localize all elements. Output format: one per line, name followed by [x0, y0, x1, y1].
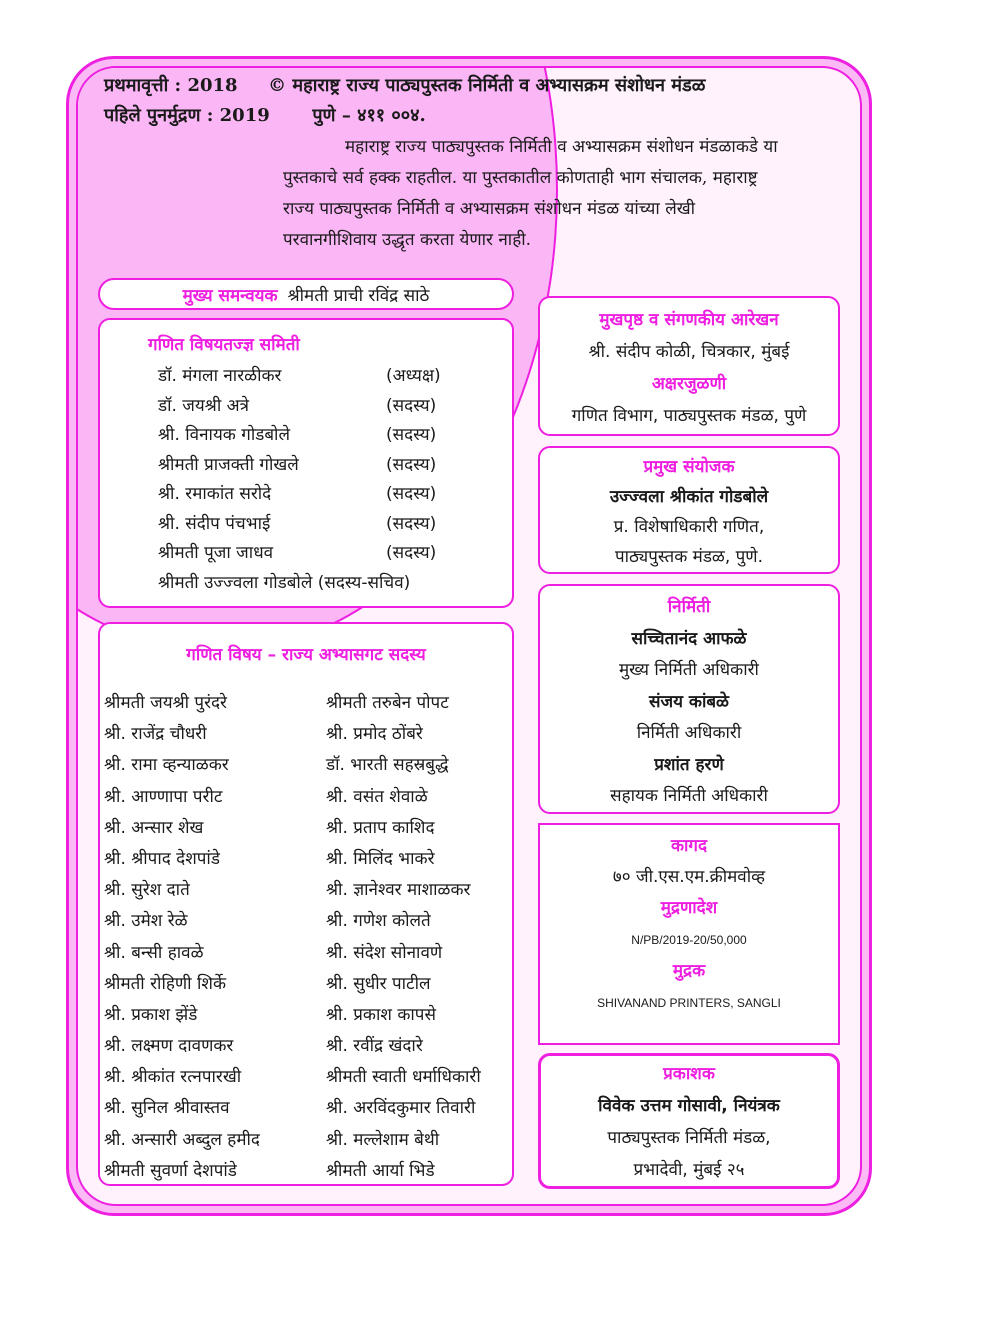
study-group-member: श्री. अरविंदकुमार तिवारी	[326, 1098, 476, 1119]
rights-line: राज्य पाठ्यपुस्तक निर्मिती व अभ्यासक्रम संशोधन मंडळ यांच्या लेखी	[283, 199, 696, 219]
study-group-member: श्री. मल्लेशाम बेथी	[326, 1129, 440, 1150]
rights-statement	[283, 132, 853, 256]
paper-print-box	[538, 823, 840, 1045]
edition-label: प्रथमावृत्ती : 2018	[104, 75, 238, 96]
study-group-right-column	[326, 688, 481, 1187]
production-person-role: सहायक निर्मिती अधिकारी	[610, 786, 768, 806]
production-title: निर्मिती	[667, 597, 711, 617]
chief-convener-office: पाठ्यपुस्तक मंडळ, पुणे.	[614, 547, 763, 567]
expert-committee-title: गणित विषयतज्ज्ञ समिती	[148, 335, 300, 355]
study-group-member: श्री. सुरेश दाते	[104, 880, 190, 901]
committee-member: श्री. रमाकांत सरोदे (सदस्य)	[158, 484, 437, 504]
study-group-member: श्रीमती स्वाती धर्माधिकारी	[326, 1067, 481, 1088]
print-order-value: N/PB/2019-20/50,000	[631, 933, 747, 947]
rights-line: पुस्तकाचे सर्व हक्क राहतील. या पुस्तकातील कोणताही भाग संचालक, महाराष्ट्र	[283, 168, 758, 188]
study-group-member: श्री. बन्सी हावळे	[104, 942, 204, 963]
production-box	[538, 584, 840, 814]
committee-member: श्रीमती उज्ज्वला गोडबोले (सदस्य-सचिव)	[158, 572, 411, 593]
address: पुणे – ४११ ००४.	[312, 105, 426, 126]
study-group-left-column	[104, 688, 326, 1187]
publisher-box	[538, 1053, 840, 1189]
study-group-member: श्री. श्रीपाद देशपांडे	[104, 848, 220, 869]
study-group-member: श्री. सुधीर पाटील	[326, 973, 431, 994]
paper-value: ७० जी.एस.एम.क्रीमवोव्ह	[612, 867, 766, 887]
study-group-member: श्री. गणेश कोलते	[326, 911, 431, 932]
study-group-member: श्री. अन्सारी अब्दुल हमीद	[104, 1129, 260, 1150]
study-group-member: श्री. ज्ञानेश्वर माशाळकर	[326, 880, 471, 901]
study-group-member: श्री. लक्ष्मण दावणकर	[104, 1036, 234, 1057]
study-group-member: श्री. प्रताप काशिद	[326, 817, 435, 838]
chief-coordinator-label: मुख्य समन्वयक	[182, 285, 278, 306]
cover-design-title: मुखपृष्ठ व संगणकीय आरेखन	[599, 310, 779, 330]
study-group-member: श्रीमती सुवर्णा देशपांडे	[104, 1160, 237, 1181]
study-group-member: श्री. श्रीकांत रत्नपारखी	[104, 1067, 242, 1088]
study-group-box	[98, 622, 514, 1186]
publisher-title: प्रकाशक	[663, 1064, 715, 1084]
committee-member: डॉ. जयश्री अत्रे (सदस्य)	[158, 395, 437, 416]
study-group-member: श्रीमती जयश्री पुरंदरे	[104, 693, 228, 713]
production-person-role: निर्मिती अधिकारी	[636, 723, 742, 743]
study-group-member: श्री. प्रकाश कापसे	[326, 1004, 436, 1025]
study-group-member: श्री. उमेश रेळे	[104, 911, 188, 932]
typesetting-credit: गणित विभाग, पाठ्यपुस्तक मंडळ, पुणे	[571, 406, 807, 426]
production-person-role: मुख्य निर्मिती अधिकारी	[619, 660, 759, 680]
committee-member: श्री. विनायक गोडबोले (सदस्य)	[158, 425, 437, 445]
study-group-member: श्री. सुनिल श्रीवास्तव	[104, 1098, 230, 1119]
copyright-holder: महाराष्ट्र राज्य पाठ्यपुस्तक निर्मिती व अभ्यासक्रम संशोधन मंडळ	[292, 75, 706, 96]
expert-committee-list	[158, 362, 441, 598]
committee-member: श्री. संदीप पंचभाई (सदस्य)	[158, 513, 437, 534]
study-group-member: श्री. अन्सार शेख	[104, 817, 204, 838]
chief-coordinator-box	[98, 278, 514, 310]
chief-coordinator-name: श्रीमती प्राची रविंद्र साठे	[287, 285, 430, 306]
printer-title: मुद्रक	[672, 961, 706, 981]
study-group-member: श्री. संदेश सोनावणे	[326, 942, 443, 963]
printer-name: SHIVANAND PRINTERS, SANGLI	[597, 996, 781, 1010]
chief-convener-box	[538, 446, 840, 574]
copyright-icon: ©	[268, 75, 287, 96]
expert-committee-box	[98, 318, 514, 608]
study-group-members	[104, 688, 481, 1187]
study-group-member: श्री. रामा व्हन्याळकर	[104, 755, 229, 776]
publisher-address: प्रभादेवी, मुंबई २५	[633, 1160, 745, 1180]
production-person-name: संजय कांबळे	[649, 691, 729, 712]
rights-line: परवानगीशिवाय उद्धृत करता येणार नाही.	[283, 230, 532, 250]
study-group-member: श्री. राजेंद्र चौधरी	[104, 724, 207, 745]
committee-member: श्रीमती प्राजक्ती गोखले (सदस्य)	[158, 454, 437, 475]
print-order-title: मुद्रणादेश	[660, 898, 718, 918]
study-group-member: श्रीमती आर्या भिडे	[326, 1160, 435, 1181]
production-person-name: प्रशांत हरणे	[654, 754, 724, 775]
publisher-name: विवेक उत्तम गोसावी, नियंत्रक	[598, 1096, 780, 1116]
production-person-name: सच्चितानंद आफळे	[631, 628, 747, 649]
chief-convener-name: उज्ज्वला श्रीकांत गोडबोले	[609, 487, 769, 507]
committee-member: डॉ. मंगला नारळीकर (अध्यक्ष)	[158, 366, 441, 386]
study-group-member: श्री. प्रकाश झेंडे	[104, 1004, 198, 1025]
committee-member: श्रीमती पूजा जाधव (सदस्य)	[158, 543, 437, 563]
study-group-member: डॉ. भारती सहस्रबुद्धे	[326, 755, 449, 776]
reprint-label: पहिले पुनर्मुद्रण : 2019	[104, 105, 270, 126]
study-group-member: श्री. रवींद्र खंदारे	[326, 1036, 423, 1057]
chief-convener-title: प्रमुख संयोजक	[643, 457, 735, 477]
study-group-member: श्री. प्रमोद ठोंबरे	[326, 724, 423, 745]
reprint-line	[104, 103, 426, 127]
typesetting-title: अक्षरजुळणी	[651, 374, 727, 394]
study-group-member: श्रीमती रोहिणी शिर्के	[104, 973, 227, 994]
rights-line: महाराष्ट्र राज्य पाठ्यपुस्तक निर्मिती व अभ्यासक्रम संशोधन मंडळाकडे या	[345, 137, 778, 157]
publisher-org: पाठ्यपुस्तक निर्मिती मंडळ,	[607, 1128, 771, 1148]
chief-convener-designation: प्र. विशेषाधिकारी गणित,	[613, 517, 765, 537]
study-group-title: गणित विषय – राज्य अभ्यासगट सदस्य	[186, 645, 426, 665]
study-group-member: श्रीमती तरुबेन पोपट	[326, 693, 449, 713]
cover-design-box	[538, 296, 840, 436]
study-group-member: श्री. आण्णापा परीट	[104, 786, 223, 807]
paper-title: कागद	[670, 836, 708, 856]
edition-line	[104, 73, 705, 97]
study-group-member: श्री. मिलिंद भाकरे	[326, 848, 435, 869]
study-group-member: श्री. वसंत शेवाळे	[326, 786, 428, 807]
cover-artist: श्री. संदीप कोळी, चित्रकार, मुंबई	[588, 342, 790, 362]
